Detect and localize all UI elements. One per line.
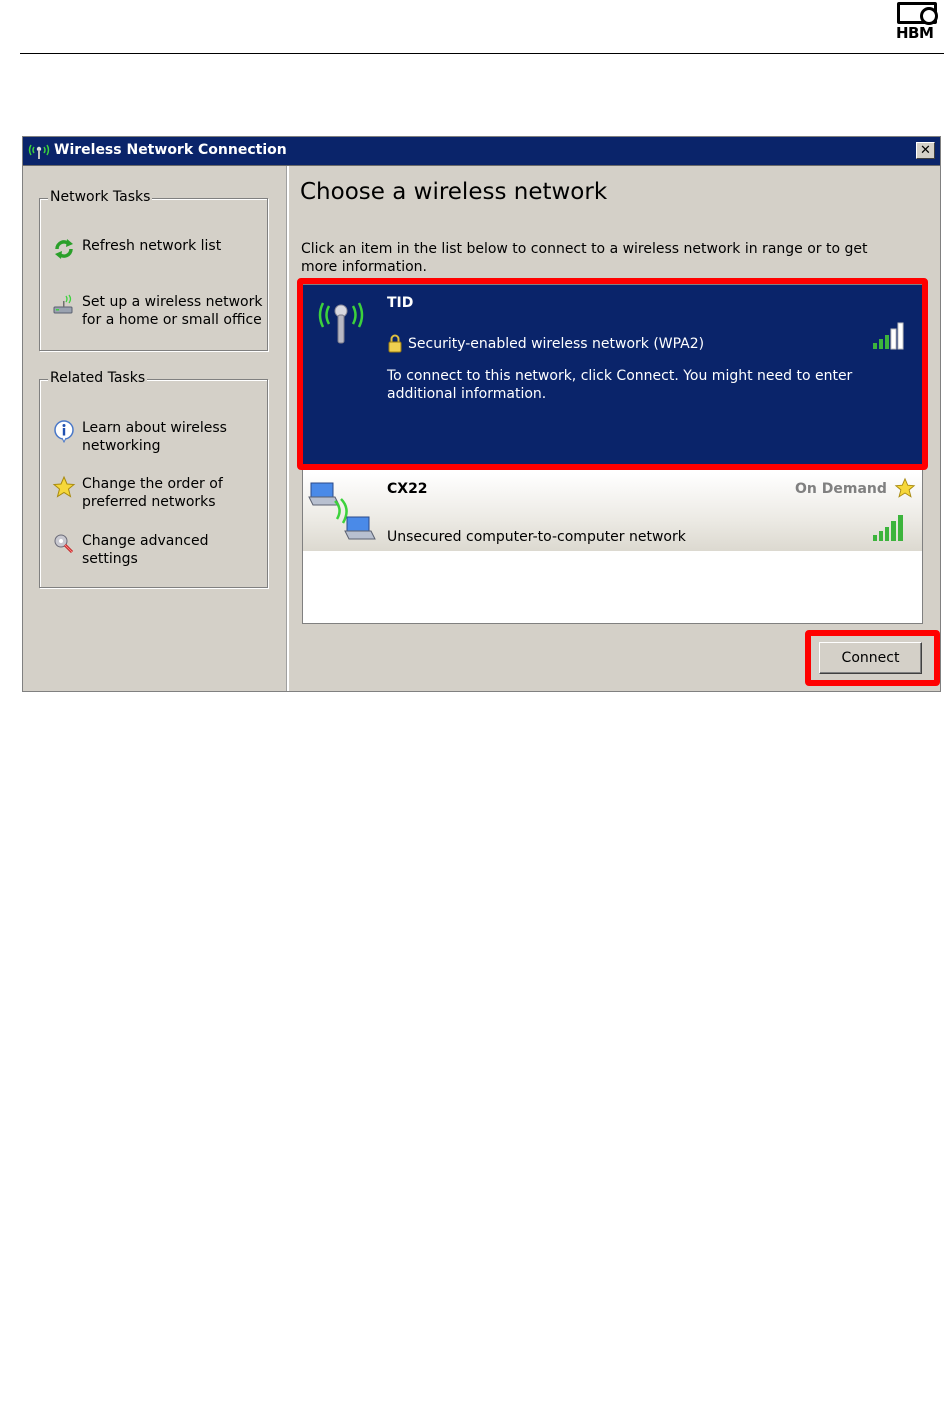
refresh-icon <box>52 237 76 261</box>
refresh-network-list-label: Refresh network list <box>82 238 222 254</box>
refresh-network-list-link[interactable] <box>52 237 264 261</box>
title-bar[interactable] <box>23 137 940 166</box>
change-advanced-settings-label: Change advanced settings <box>82 533 209 567</box>
change-advanced-settings-link[interactable] <box>52 532 264 568</box>
network-tasks-title: Network Tasks <box>50 189 151 205</box>
hbm-logo-circle <box>920 7 938 25</box>
close-button[interactable] <box>916 142 935 159</box>
network-item-cx22[interactable] <box>303 473 922 551</box>
lock-icon <box>388 334 402 353</box>
window-title: Wireless Network Connection <box>54 142 287 158</box>
page-title: Choose a wireless network <box>300 179 608 205</box>
related-tasks-title: Related Tasks <box>50 370 146 386</box>
task-pane <box>23 166 286 691</box>
network-security: Unsecured computer-to-computer network <box>387 529 686 545</box>
network-item-tid[interactable] <box>303 285 922 465</box>
connect-button[interactable]: Connect <box>819 642 922 674</box>
pane-divider <box>286 166 289 691</box>
network-description: To connect to this network, click Connect. You might need to enter additional information. <box>387 368 853 402</box>
hbm-logo <box>894 2 944 46</box>
learn-wireless-label: Learn about wireless networking <box>82 420 227 454</box>
hbm-logo-text: HBM <box>896 24 934 42</box>
signal-strength-icon <box>871 513 911 543</box>
close-icon: ✕ <box>920 143 931 158</box>
star-icon <box>894 477 916 499</box>
computer-to-computer-icon <box>307 477 377 547</box>
network-name: TID <box>387 295 414 311</box>
setup-wireless-network-link[interactable] <box>52 293 264 329</box>
network-list[interactable] <box>302 284 923 624</box>
related-tasks-group <box>39 370 268 588</box>
wireless-network-window <box>22 136 941 692</box>
star-icon <box>52 475 76 499</box>
wireless-antenna-icon <box>27 142 51 160</box>
network-security: Security-enabled wireless network (WPA2) <box>408 336 705 352</box>
network-tasks-group <box>39 189 268 351</box>
info-icon <box>52 419 76 443</box>
change-preferred-order-label: Change the order of preferred networks <box>82 476 223 510</box>
header-rule <box>20 53 944 54</box>
network-name: CX22 <box>387 481 428 497</box>
network-status: On Demand <box>795 481 887 497</box>
learn-wireless-link[interactable] <box>52 419 264 455</box>
wireless-antenna-icon <box>315 293 367 345</box>
wireless-setup-icon <box>52 293 76 317</box>
setup-wireless-network-label: Set up a wireless network for a home or small office <box>82 294 263 328</box>
change-preferred-order-link[interactable] <box>52 475 264 511</box>
settings-icon <box>52 532 76 556</box>
intro-text: Click an item in the list below to connect to a wireless network in range or to get more information. <box>301 241 868 275</box>
signal-strength-icon <box>871 321 911 351</box>
